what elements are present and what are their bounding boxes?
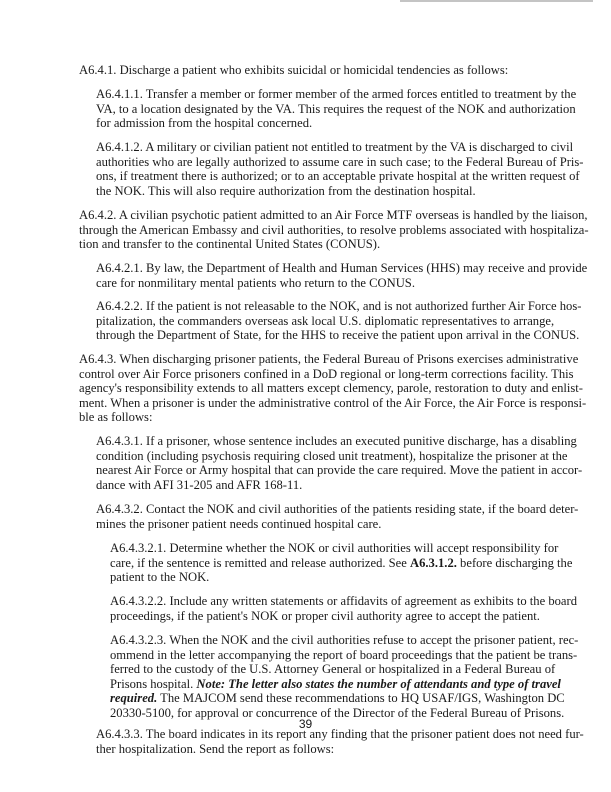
- text-line: ommend in the letter accompanying the report of board proceedings that the patient be trans-: [110, 647, 578, 662]
- text-line: for admission from the hospital concerned.: [96, 116, 313, 131]
- text-line: dance with AFI 31-205 and AFR 168-11.: [96, 477, 303, 492]
- text-line: A6.4.3.2.3. When the NOK and the civil authorities refuse to accept the prisoner patient, rec-: [110, 633, 579, 647]
- text-run: Prisons hospital.: [110, 676, 197, 691]
- text-run: The MAJCOM send these recommendations to HQ USAF/IGS, Washington DC: [157, 691, 565, 706]
- text-line: proceedings, if the patient's NOK or proper civil authority agree to accept the patient.: [110, 608, 540, 623]
- text-line: patient to the NOK.: [110, 570, 210, 585]
- text-line: A6.4.1. Discharge a patient who exhibits suicidal or homicidal tendencies as follows:: [79, 63, 509, 77]
- text-line: condition (including psychosis requiring closed unit treatment), hospitalize the prisoner at the: [96, 448, 568, 463]
- text-line: the NOK. This will also require authorization from the destination hospital.: [96, 183, 476, 198]
- text-line: control over Air Force prisoners confined in a DoD regional or long-term corrections facility. This: [79, 366, 574, 381]
- note-text: required.: [110, 691, 158, 706]
- text-line: ment. When a prisoner is under the administrative control of the Air Force, the Air Force is responsi-: [79, 395, 587, 410]
- paragraph-a6-4-3: [79, 352, 587, 425]
- text-line: A6.4.2.2. If the patient is not releasable to the NOK, and is not authorized further Air Force hos-: [96, 299, 582, 313]
- text-line: [110, 676, 561, 692]
- text-line: [110, 555, 573, 571]
- paragraph-a6-4-1-1: [96, 87, 577, 131]
- cross-reference-link: A6.3.1.2.: [410, 555, 457, 570]
- text-line: agency's responsibility extends to all matters except clemency, parole, restoration to duty and enlist-: [79, 381, 584, 396]
- text-line: A6.4.2. A civilian psychotic patient admitted to an Air Force MTF overseas is handled by the liaison,: [79, 208, 588, 222]
- text-line: A6.4.1.1. Transfer a member or former member of the armed forces entitled to treatment by the: [96, 87, 577, 101]
- text-line: A6.4.1.2. A military or civilian patient not entitled to treatment by the VA is discharged to civil: [96, 140, 574, 154]
- text-run: care, if the sentence is remitted and release authorized. See: [110, 555, 411, 570]
- page-number: 39: [298, 717, 313, 731]
- text-line: 20330-5100, for approval or concurrence of the Director of the Federal Bureau of Prisons.: [110, 705, 565, 720]
- text-line: through the Department of State, for the HHS to receive the patient upon arrival in the CONUS.: [96, 328, 580, 343]
- text-line: A6.4.3.2. Contact the NOK and civil authorities of the patients residing state, if the board deter-: [96, 502, 579, 516]
- note-text: Note: The letter also states the number of attendants and type of travel: [196, 676, 561, 691]
- text-line: mines the prisoner patient needs continued hospital care.: [96, 516, 382, 531]
- paragraph-a6-4-3-2-1: [110, 541, 573, 585]
- paragraph-a6-4-3-2-3: [110, 633, 579, 721]
- text-line: authorities who are legally authorized to assume care in such case; to the Federal Bureau of Pris-: [96, 154, 584, 169]
- paragraph-a6-4-1: [79, 63, 550, 78]
- text-line: ble as follows:: [79, 410, 153, 425]
- paragraph-a6-4-3-2: [96, 502, 579, 531]
- text-line: [110, 691, 565, 706]
- text-line: nearest Air Force or Army hospital that can provide the care required. Move the patient in accor-: [96, 463, 583, 478]
- text-line: A6.4.3.2.1. Determine whether the NOK or civil authorities will accept responsibility for: [110, 541, 559, 555]
- text-line: tion and transfer to the continental United States (CONUS).: [79, 237, 381, 252]
- paragraph-a6-4-2-1: [96, 261, 588, 290]
- paragraph-a6-4-3-1: [96, 434, 583, 492]
- text-line: A6.4.3.1. If a prisoner, whose sentence includes an executed punitive discharge, has a disabling: [96, 434, 577, 448]
- text-line: pitalization, the commanders overseas ask local U.S. diplomatic representatives to arrange,: [96, 313, 555, 328]
- text-line: A6.4.3.3. The board indicates in its report any finding that the prisoner patient does not need fur-: [96, 727, 584, 741]
- text-line: A6.4.3. When discharging prisoner patients, the Federal Bureau of Prisons exercises administrative: [79, 352, 579, 366]
- paragraph-a6-4-2: [79, 208, 589, 252]
- text-line: ons, if treatment there is authorized; or to an acceptable private hospital at the written request of: [96, 169, 580, 184]
- text-line: VA, to a location designated by the VA. This requires the request of the NOK and authorization: [96, 101, 576, 116]
- paragraph-a6-4-3-3: [96, 727, 584, 756]
- paragraph-a6-4-2-2: [96, 299, 582, 343]
- text-run: before discharging the: [456, 555, 573, 570]
- text-line: ther hospitalization. Send the report as follows:: [96, 741, 335, 756]
- paragraph-a6-4-1-2: [96, 140, 584, 198]
- text-line: care for nonmilitary mental patients who return to the CONUS.: [96, 275, 415, 290]
- paragraph-a6-4-3-2-2: [110, 594, 578, 623]
- text-line: ferred to the custody of the U.S. Attorney General or hospitalized in a Federal Bureau of: [110, 662, 556, 677]
- text-line: A6.4.2.1. By law, the Department of Health and Human Services (HHS) may receive and provide: [96, 261, 588, 275]
- text-line: through the American Embassy and civil authorities, to resolve problems associated with hospitaliza-: [79, 222, 589, 237]
- text-line: A6.4.3.2.2. Include any written statements or affidavits of agreement as exhibits to the board: [110, 594, 578, 608]
